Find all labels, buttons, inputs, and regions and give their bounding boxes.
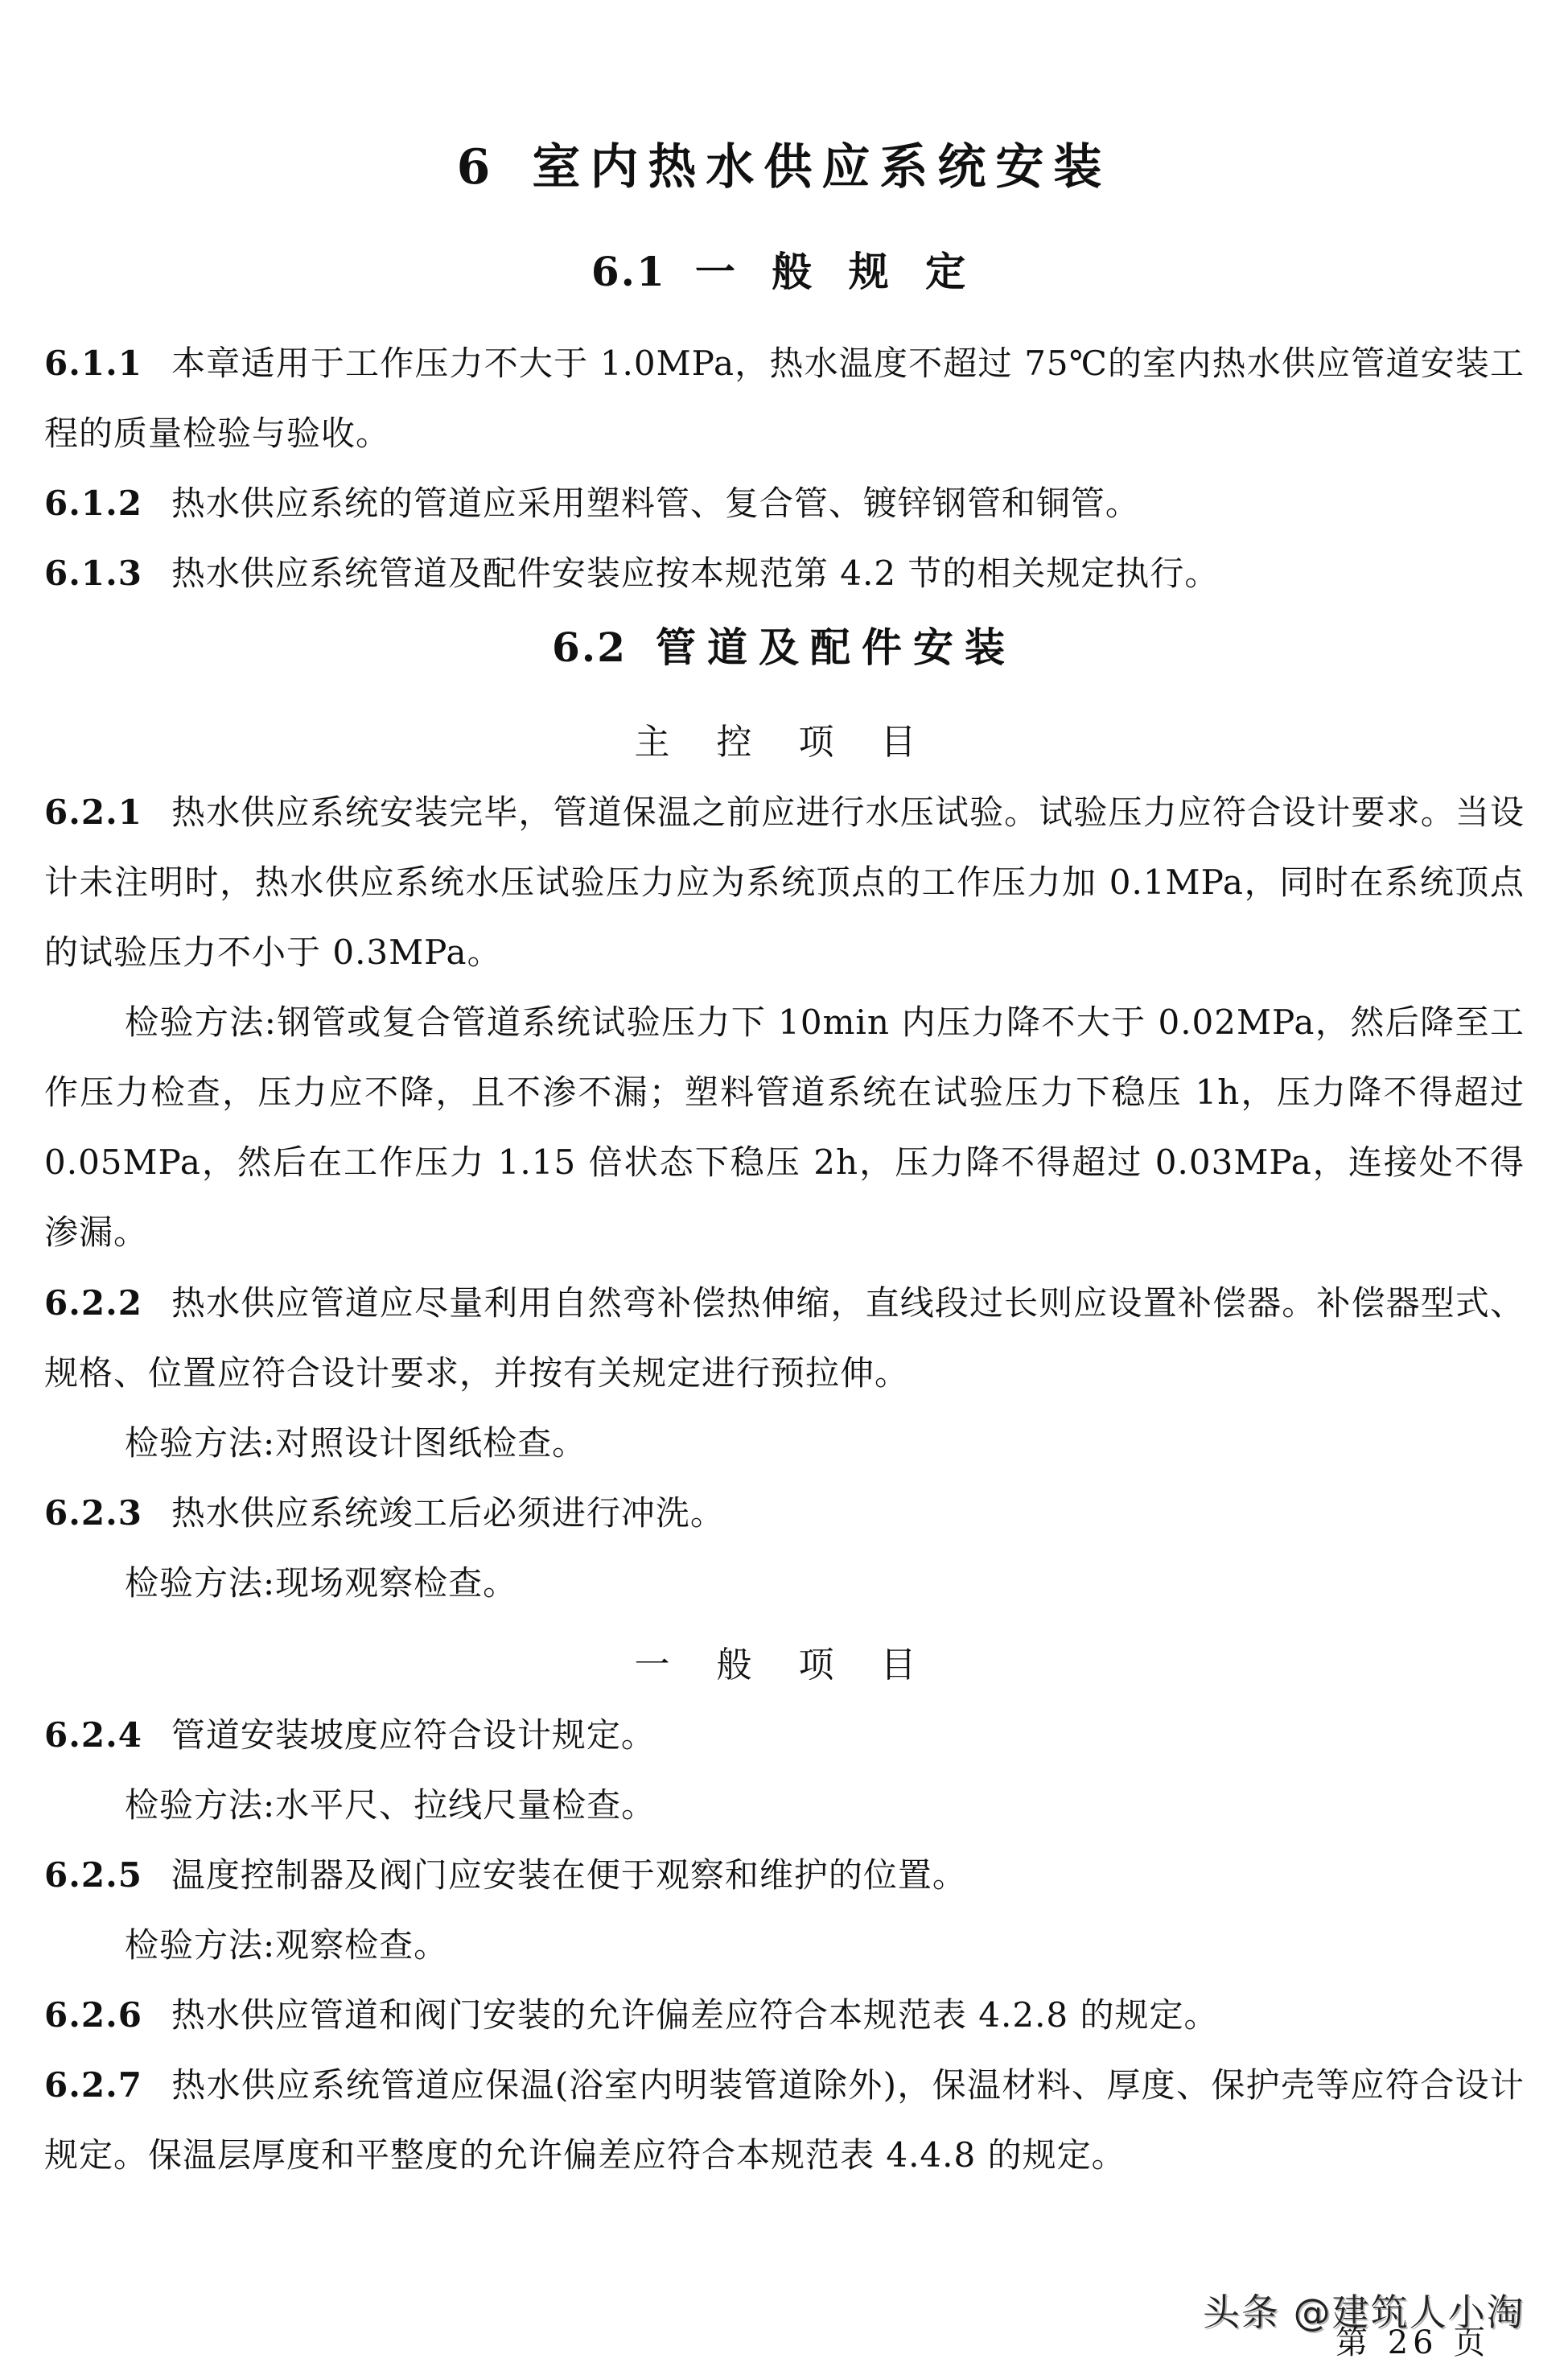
section-title-6-2 [0, 620, 1568, 676]
clause-number: 6.2.1 [44, 792, 142, 832]
clause-text: 热水供应系统管道及配件安装应按本规范第 4.2 节的相关规定执行。 [171, 554, 1220, 593]
clause-text: 管道安装坡度应符合设计规定。 [171, 1715, 656, 1755]
clause-text: 热水供应系统的管道应采用塑料管、复合管、镀锌钢管和铜管。 [171, 484, 1140, 523]
clause-text: 热水供应管道应尽量利用自然弯补偿热伸缩，直线段过长则应设置补偿器。补偿器型式、规格、位置应符合设计要求，并按有关规定进行预拉伸。 [44, 1283, 1525, 1393]
clause-number: 6.2.7 [44, 2065, 142, 2105]
section-number: 6.1 [591, 248, 666, 295]
clause-6-1-1 [44, 328, 1525, 468]
clause-number: 6.2.3 [44, 1493, 142, 1533]
clause-6-2-3 [44, 1478, 1525, 1548]
chapter-title [0, 135, 1568, 200]
clause-text: 本章适用于工作压力不大于 1.0MPa，热水温度不超过 75℃的室内热水供应管道安装工程的质量检验与验收。 [44, 344, 1525, 453]
general-items-heading: 一 般 项 目 [634, 1644, 934, 1686]
clause-number: 6.2.6 [44, 1995, 142, 2035]
inspection-method-6-2-1: 检验方法:钢管或复合管道系统试验压力下 10min 内压力降不大于 0.02MPa，然后降至工作压力检查，压力应不降，且不渗不漏；塑料管道系统在试验压力下稳压 1h，压力降不得超过 0.05MPa，然后在工作压力 1.15 倍状态下稳压 2h，压力降不得超过 0.03MPa，连接处不得渗漏。 [44, 1002, 1525, 1252]
section-title-text: 一 般 规 定 [694, 248, 977, 295]
inspection-method-6-2-5: 检验方法:观察检查。 [125, 1925, 449, 1965]
inspection-method-6-2-2: 检验方法:对照设计图纸检查。 [125, 1423, 587, 1463]
chapter-title-text: 室内热水供应系统安装 [532, 139, 1112, 196]
watermark: 头条 @建筑人小淘 [1203, 2291, 1525, 2334]
clause-6-2-2 [44, 1268, 1525, 1408]
clause-6-1-2 [44, 468, 1525, 538]
clause-6-2-7 [44, 2050, 1525, 2190]
clause-text: 热水供应管道和阀门安装的允许偏差应符合本规范表 4.2.8 的规定。 [171, 1995, 1219, 2035]
clause-6-2-5 [44, 1840, 1525, 1910]
clause-text: 热水供应系统管道应保温(浴室内明装管道除外)，保温材料、厚度、保护壳等应符合设计规定。保温层厚度和平整度的允许偏差应符合本规范表 4.4.8 的规定。 [44, 2065, 1525, 2175]
clause-6-2-1 [44, 777, 1525, 987]
clause-number: 6.2.5 [44, 1855, 142, 1895]
clause-text: 温度控制器及阀门应安装在便于观察和维护的位置。 [171, 1855, 967, 1895]
page-number: 第 26 页 [1335, 2324, 1491, 2361]
main-items-heading: 主 控 项 目 [634, 722, 934, 763]
clause-number: 6.1.2 [44, 484, 142, 523]
section-title-6-1 [0, 244, 1568, 300]
clause-number: 6.1.3 [44, 554, 142, 593]
inspection-method-6-2-4: 检验方法:水平尺、拉线尺量检查。 [125, 1785, 656, 1825]
clause-text: 热水供应系统竣工后必须进行冲洗。 [171, 1493, 725, 1533]
chapter-number: 6 [456, 139, 500, 196]
inspection-method-6-2-3: 检验方法:现场观察检查。 [125, 1563, 518, 1603]
clause-6-2-4 [44, 1700, 1525, 1770]
clause-6-2-6 [44, 1980, 1525, 2050]
clause-6-1-3 [44, 538, 1525, 608]
clause-number: 6.2.4 [44, 1715, 142, 1755]
clause-text: 热水供应系统安装完毕，管道保温之前应进行水压试验。试验压力应符合设计要求。当设计未注明时，热水供应系统水压试验压力应为系统顶点的工作压力加 0.1MPa，同时在系统顶点的试验压力不小于 0.3MPa。 [44, 792, 1525, 972]
clause-number: 6.2.2 [44, 1283, 142, 1323]
section-title-text: 管道及配件安装 [656, 624, 1016, 671]
section-number: 6.2 [552, 624, 627, 671]
clause-number: 6.1.1 [44, 344, 142, 383]
